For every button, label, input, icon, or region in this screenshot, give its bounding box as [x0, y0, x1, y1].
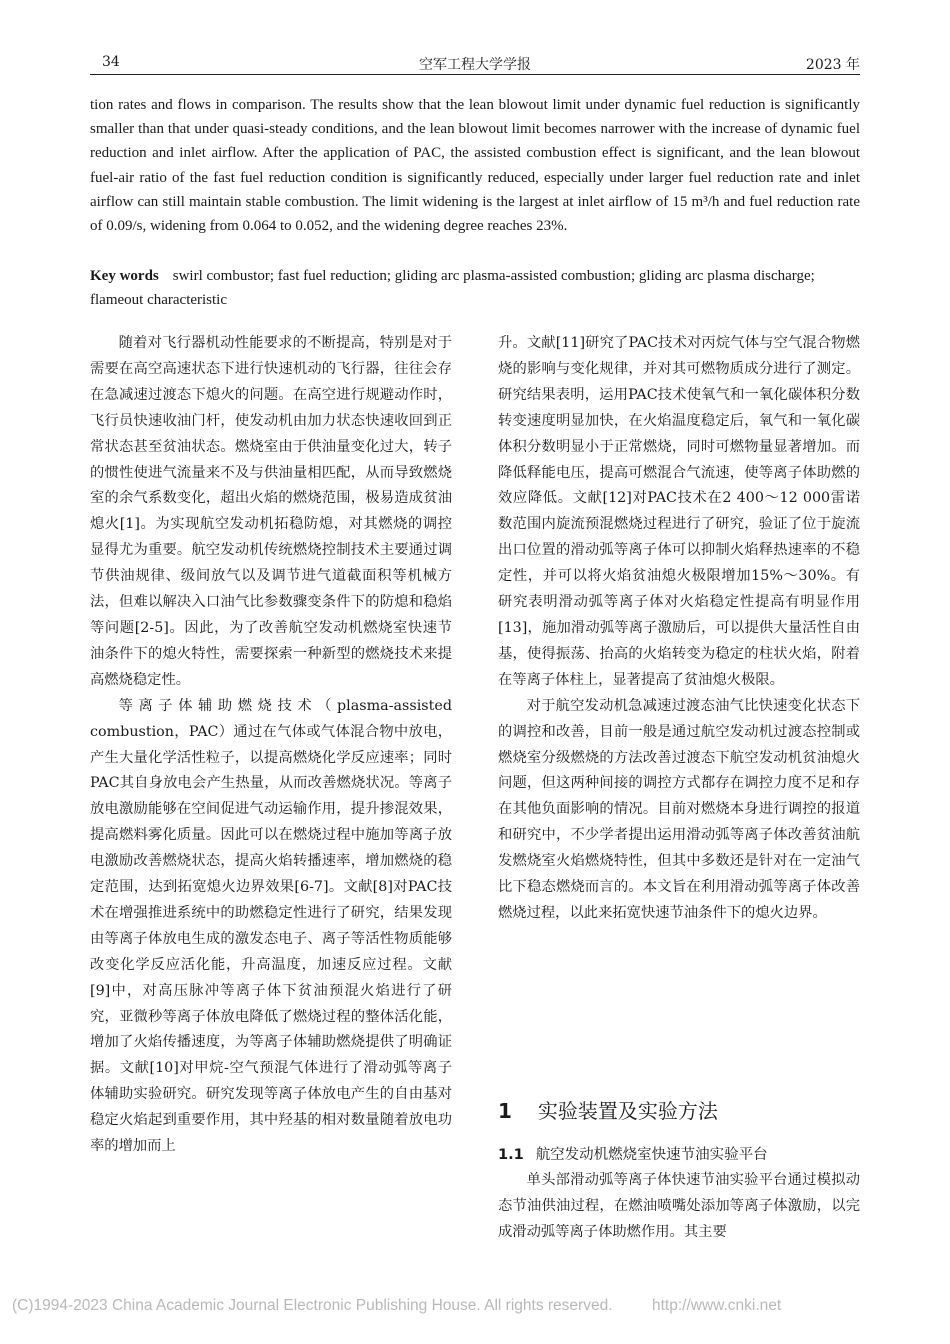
right-column-continued — [498, 1168, 860, 1246]
left-column — [90, 331, 452, 1160]
section-number: 1 — [498, 1099, 512, 1123]
subsection-title: 航空发动机燃烧室快速节油实验平台 — [535, 1147, 768, 1163]
abstract-text: tion rates and flows in comparison. The results show that the lean blowout limit under dynamic fuel reduction is significantly smaller than that under quasi-steady conditions, and the lean blowout limit becomes narrower with the increase of dynamic fuel reduction and inlet airflow. After the application of PAC, the assisted combustion effect is significant, and the lean blowout fuel-air ratio of the fast fuel reduction condition is significantly reduced, especially under larger fuel reduction rate and inlet airflow can still maintain stable combustion. The limit widening is the largest at inlet airflow of 15 m³/h and fuel reduction rate of 0.09/s, widening from 0.064 to 0.052, and the widening degree reaches 23%. — [90, 97, 860, 235]
keywords-label: Key words — [90, 268, 159, 284]
section-heading — [498, 1095, 718, 1124]
paragraph: 随着对飞行器机动性能要求的不断提高，特别是对于需要在高空高速状态下进行快速机动的飞行器，往往会存在急减速过渡态下熄火的问题。在高空进行规避动作时，飞行员快速收油门杆，使发动机由加力状态快速收回到正常状态甚至贫油状态。燃烧室由于供油量变化过大，转子的惯性使进气流量来不及与供油量相匹配，从而导致燃烧室的余气系数变化，超出火焰的燃烧范围，极易造成贫油熄火[1]。为实现航空发动机拓稳防熄，对其燃烧的调控显得尤为重要。航空发动机传统燃烧控制技术主要通过调节供油规律、级间放气以及调节进气道截面积等机械方法，但难以解决入口油气比参数骤变条件下的防熄和稳焰等问题[2-5]。因此，为了改善航空发动机燃烧室快速节油条件下的熄火特性，需要探索一种新型的燃烧技术来提高燃烧稳定性。 — [90, 335, 452, 688]
journal-title: 空军工程大学学报 — [419, 57, 531, 73]
cnki-url: http://www.cnki.net — [652, 1297, 782, 1314]
paragraph: 对于航空发动机急减速过渡态油气比快速变化状态下的调控和改善，目前一般是通过航空发动机过渡态控制或燃烧室分级燃烧的方法改善过渡态下航空发动机贫油熄火问题，但这两种间接的调控方式都存在调控力度不足和存在其他负面影响的情况。目前对燃烧本身进行调控的报道和研究中，不少学者提出运用滑动弧等离子体改善贫油航发燃烧室火焰燃烧特性，但其中多数还是针对在一定油气比下稳态燃烧而言的。本文旨在利用滑动弧等离子体改善燃烧过程，以此来拓宽快速节油条件下的熄火边界。 — [498, 697, 860, 921]
paragraph: 等离子体辅助燃烧技术（plasma-assisted combustion，PAC）通过在气体或气体混合物中放电，产生大量化学活性粒子，以提高燃烧化学反应速率；同时PAC其自身放电会产生热量，从而改善燃烧状况。等离子放电激励能够在空间促进气动运输作用，提升掺混效果，提高燃料雾化质量。因此可以在燃烧过程中施加等离子放电激励改善燃烧状态，提高火焰转播速率，增加燃烧的稳定范围，达到拓宽熄火边界效果[6-7]。文献[8]对PAC技术在增强推进系统中的助燃稳定性进行了研究，结果发现由等离子体放电生成的激发态电子、离子等活性物质能够改变化学反应活化能，升高温度，加速反应过程。文献[9]中，对高压脉冲等离子体下贫油预混火焰进行了研究，亚微秒等离子体放电降低了燃烧过程的整体活化能，增加了火焰传播速度，为等离子体辅助燃烧提供了明确证据。文献[10]对甲烷-空气预混气体进行了滑动弧等离子体辅助实验研究。研究发现等离子体放电产生的自由基对稳定火焰起到重要作用，其中羟基的相对数量随着放电功率的增加而上 — [90, 697, 452, 1155]
subsection-number: 1.1 — [498, 1147, 524, 1163]
subsection-heading — [498, 1143, 768, 1164]
keywords-text: swirl combustor; fast fuel reduction; gliding arc plasma-assisted combustion; gliding arc plasma discharge; flameout characteristic — [90, 268, 815, 308]
publication-year: 2023 年 — [805, 57, 860, 73]
keywords — [90, 264, 860, 312]
section-title: 实验装置及实验方法 — [537, 1099, 718, 1123]
page-header — [90, 52, 860, 75]
page-footer — [12, 1297, 782, 1315]
abstract — [90, 93, 860, 238]
right-column — [498, 331, 860, 927]
copyright-notice: (C)1994-2023 China Academic Journal Electronic Publishing House. All rights reserved. — [12, 1297, 613, 1314]
paragraph: 单头部滑动弧等离子体快速节油实验平台通过模拟动态节油供油过程，在燃油喷嘴处添加等离子体激励，以完成滑动弧等离子体助燃作用。其主要 — [498, 1172, 860, 1240]
paragraph: 升。文献[11]研究了PAC技术对丙烷气体与空气混合物燃烧的影响与变化规律，并对其可燃物质成分进行了测定。研究结果表明，运用PAC技术使氧气和一氧化碳体积分数转变速度明显加快，在火焰温度稳定后，氧气和一氧化碳体积分数明显小于正常燃烧，同时可燃物量显著增加。而降低释能电压，提高可燃混合气流速，使等离子体助燃的效应降低。文献[12]对PAC技术在2 400～12 000雷诺数范围内旋流预混燃烧过程进行了研究，验证了位于旋流出口位置的滑动弧等离子体可以抑制火焰释热速率的不稳定性，并可以将火焰贫油熄火极限增加15%～30%。有研究表明滑动弧等离子体对火焰稳定性提高有明显作用[13]，施加滑动弧等离子激励后，可以提供大量活性自由基，使得振荡、抬高的火焰转变为稳定的柱状火焰，附着在等离子体柱上，显著提高了贫油熄火极限。 — [498, 335, 860, 688]
page-number: 34 — [102, 54, 120, 70]
